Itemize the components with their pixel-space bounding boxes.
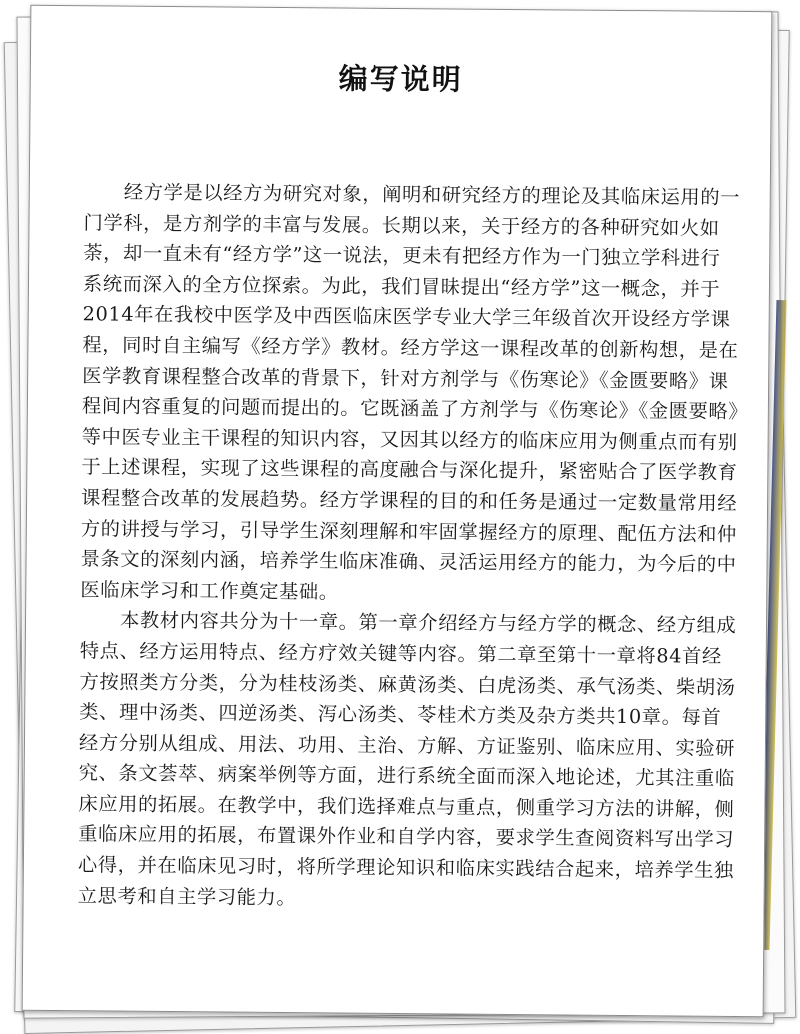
- text-line: 方按照类方分类，分为桂枝汤类、麻黄汤类、白虎汤类、承气汤类、柴胡汤: [79, 669, 736, 699]
- text-line: 系统而深入的全方位探索。为此，我们冒昧提出“经方学”这一概念，并于: [82, 272, 721, 301]
- paragraph-1: [80, 177, 749, 611]
- text-line: 程间内容重复的问题而提出的。它既涵盖了方剂学与《伤寒论》《金匮要略》: [81, 394, 749, 424]
- text-line: 荼，却一直未有“经方学”这一说法，更未有把经方作为一门独立学科进行: [83, 241, 721, 271]
- text-line: 重临床应用的拓展，布置课外作业和自学内容，要求学生查阅资料写出学习: [78, 822, 735, 852]
- text-line: 于上述课程，实现了这些课程的高度融合与深化提升，紧密贴合了医学教育: [81, 455, 738, 485]
- text-line: 等中医专业主干课程的知识内容，又因其以经方的临床应用为侧重点而有别: [81, 424, 738, 454]
- text-line: 究、条文荟萃、病案举例等方面，进行系统全面而深入地论述，尤其注重临: [78, 761, 735, 791]
- text-line: 医临床学习和工作奠定基础。: [80, 577, 339, 604]
- text-line: 医学教育课程整合改革的背景下，针对方剂学与《伤寒论》《金匮要略》课: [82, 363, 729, 393]
- text-line: 本教材内容共分为十一章。第一章介绍经方与经方学的概念、经方组成: [119, 608, 737, 638]
- text-line: 立思考和自主学习能力。: [77, 883, 297, 909]
- text-line: 程，同时自主编写《经方学》教材。经方学这一课程改革的创新构想，是在: [82, 333, 739, 362]
- text-line: 2014年在我校中医学及中西医临床医学专业大学三年级首次开设经方学课: [82, 302, 731, 332]
- text-line: 类、理中汤类、四逆汤类、泻心汤类、苓桂术方类及杂方类共10章。每首: [79, 700, 722, 729]
- paragraph-2: [77, 606, 737, 917]
- text-line: 经方分别从组成、用法、功用、主治、方解、方证鉴别、临床应用、实验研: [78, 730, 736, 760]
- page-content: [77, 54, 749, 917]
- document-page: [22, 5, 773, 1017]
- text-line: 课程整合改革的发展趋势。经方学课程的目的和任务是通过一定数量常用经: [81, 486, 738, 515]
- text-line: 门学科，是方剂学的丰富与发展。长期以来，关于经方的各种研究如火如: [83, 210, 720, 240]
- text-line: 心得，并在临床见习时，将所学理论知识和临床实践结合起来，培养学生独: [77, 853, 735, 883]
- text-line: 方的讲授与学习，引导学生深刻理解和牢固掌握经方的原理、配伍方法和仲: [80, 516, 737, 546]
- text-line: 景条文的深刻内涵，培养学生临床准确、灵活运用经方的能力，为今后的中: [80, 547, 737, 577]
- text-line: 特点、经方运用特点、经方疗效关键等内容。第二章至第十一章将84首经: [79, 639, 722, 668]
- text-line: 床应用的拓展。在教学中，我们选择难点与重点，侧重学习方法的讲解，侧: [78, 792, 735, 821]
- page-title: 编写说明: [338, 61, 463, 97]
- text-line: 经方学是以经方为研究对象，阐明和研究经方的理论及其临床运用的一: [123, 180, 741, 209]
